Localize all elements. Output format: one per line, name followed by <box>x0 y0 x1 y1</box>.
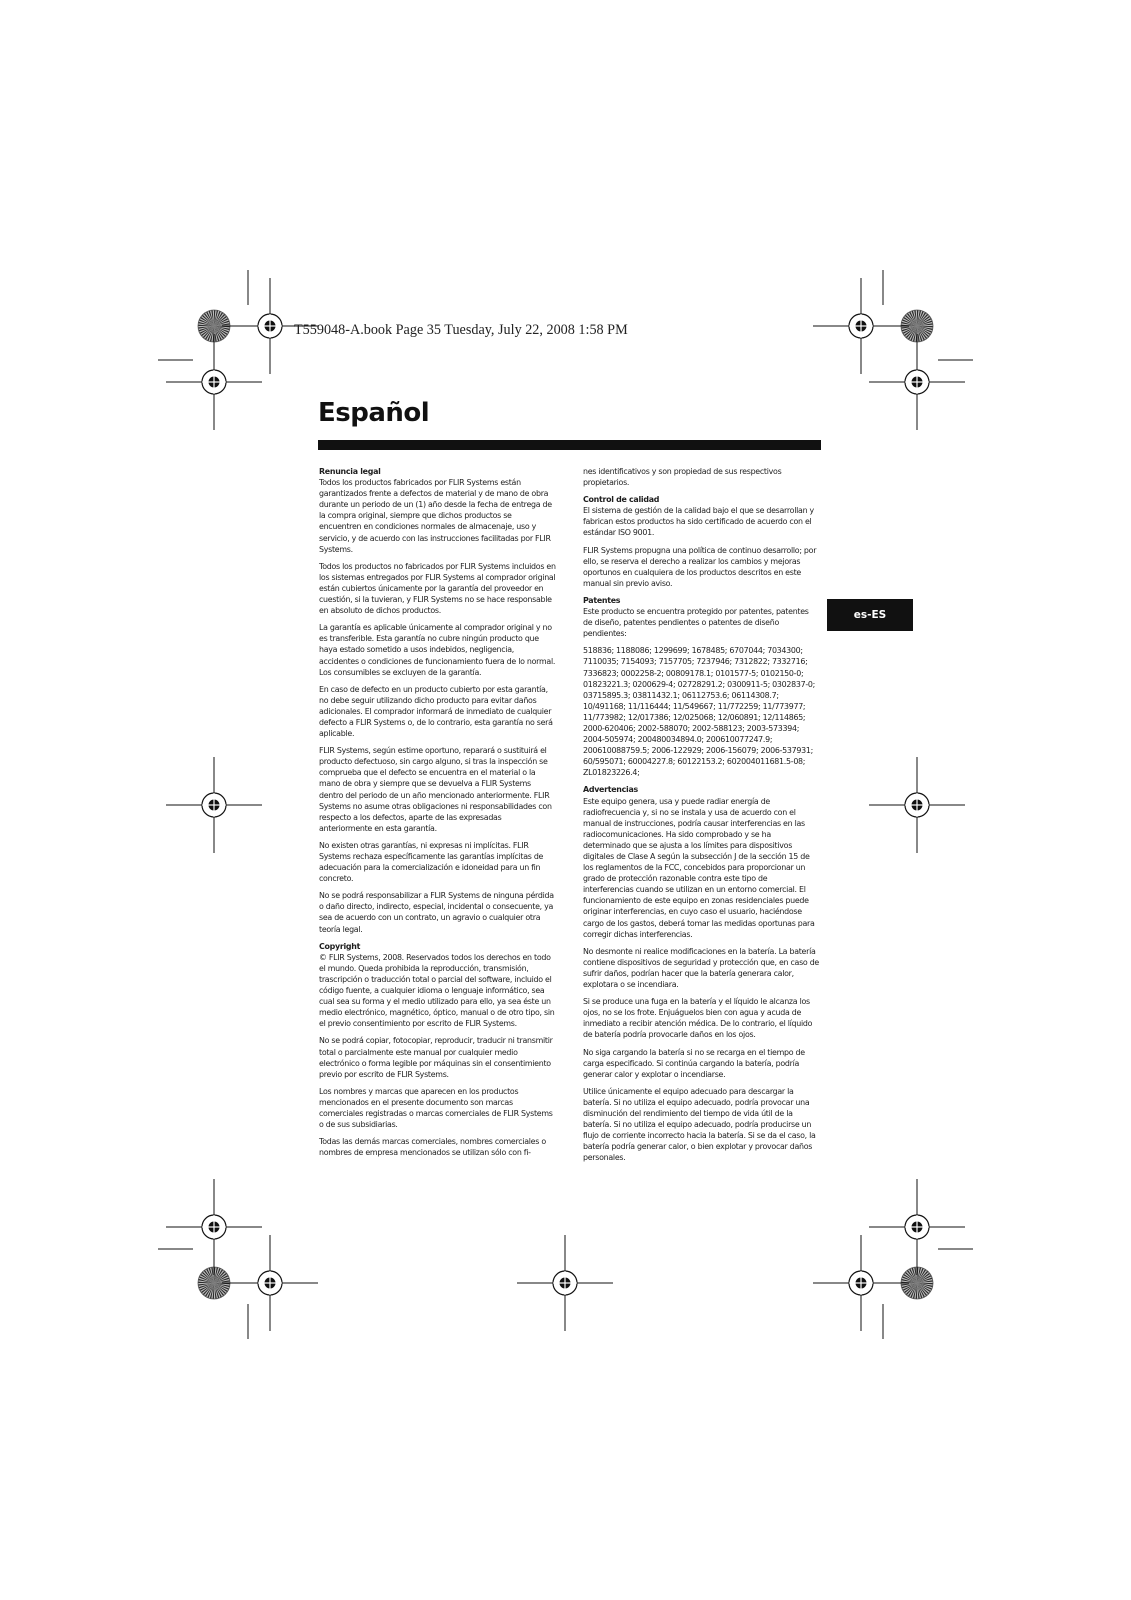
paragraph: Este producto se encuentra protegido por patentes, patentes de diseño, patentes pendientes o patentes de diseño pendientes: <box>583 607 809 639</box>
registration-mark-icon <box>517 1235 613 1331</box>
section-heading-patentes: Patentes <box>583 595 621 605</box>
left-column <box>319 466 556 1164</box>
paragraph: El sistema de gestión de la calidad bajo el que se desarrollan y fabrican estos productos ha sido certificado de acuerdo con el estándar ISO 9001. <box>583 506 814 538</box>
paragraph: Todos los productos fabricados por FLIR Systems están garantizados frente a defectos de material y de mano de obra durante un periodo de un (1) año desde la fecha de entrega de la compra original, siempre que dichos productos se encuentren en condiciones normales de almacenaje, uso y servicio, y de acuerdo con las instrucciones facilitadas por FLIR Systems. <box>319 478 552 554</box>
paragraph: Los nombres y marcas que aparecen en los productos mencionados en el presente documento son marcas comerciales registradas o marcas comerciales de FLIR Systems o de sus subsidiarias. <box>319 1086 553 1130</box>
right-column <box>583 466 820 1169</box>
registration-mark-icon <box>869 334 965 430</box>
crop-marks <box>158 270 973 1339</box>
registration-mark-icon <box>869 757 965 853</box>
paragraph: No existen otras garantías, ni expresas ni implícitas. FLIR Systems rechaza específicamente las garantías implícitas de adecuación para la comercialización e idoneidad para un fin concreto. <box>319 840 544 884</box>
patent-list: 518836; 1188086; 1299699; 1678485; 6707044; 7034300; 7110035; 7154093; 7157705; 7237946; 7312822; 7332716; 7336823; 0002258-2; 00809178.1; 0101577-5; 0102150-0; 01823221.3; 0200629-4; 02728291.2; 0300911-5; 0302837-0; 03715895.3; 03811432.1; 06112753.6; 06114308.7; 10/491168; 11/116444; 11/549667; 11/772259; 11/773977; 11/773982; 12/017386; 12/025068; 12/060891; 12/114865; 2000-620406; 2002-588070; 2002-588123; 2003-573394; 2004-505974; 200480034894.0; 200610077247.9; 200610088759.5; 2006-122929; 2006-156079; 2006-537931; 60/595071; 60004227.8; 60122153.2; 602004011681.5-08; ZL01823226.4; <box>583 646 816 778</box>
paragraph: En caso de defecto en un producto cubierto por esta garantía, no debe seguir utilizando dicho producto para evitar daños adicionales. El comprador informará de inmediato de cualquier defecto a FLIR Systems o, de lo contrario, esta garantía no será aplicable. <box>319 684 553 739</box>
paragraph: No desmonte ni realice modificaciones en la batería. La batería contiene dispositivos de seguridad y protección que, en caso de sufrir daños, podrían hacer que la batería generara calor, explotara o se incendiara. <box>583 946 819 990</box>
registration-mark-icon <box>813 1235 909 1331</box>
paragraph: No se podrá copiar, fotocopiar, reproducir, traducir ni transmitir total o parcialmente este manual por cualquier medio electrónico o forma legible por máquinas sin el consentimiento previo por escrito de FLIR Systems. <box>319 1036 553 1079</box>
section-heading-advertencias: Advertencias <box>583 785 638 795</box>
section-heading-renuncia: Renuncia legal <box>319 467 381 476</box>
section-heading-copyright: Copyright <box>319 941 361 951</box>
paragraph: La garantía es aplicable únicamente al comprador original y no es transferible. Esta garantía no cubre ningún producto que haya estado sometido a usos indebidos, negligencia, accidentes o condiciones de funcionamiento fuera de lo normal. Los consumibles se excluyen de la garantía. <box>319 623 556 677</box>
paragraph: No se podrá responsabilizar a FLIR Systems de ninguna pérdida o daño directo, indirecto, especial, incidental o consecuente, ya sea de acuerdo con un contrato, un agravio o cualquier otra teoría legal. <box>319 891 554 934</box>
section-heading-control-calidad: Control de calidad <box>583 495 660 505</box>
paragraph: Si se produce una fuga en la batería y el líquido le alcanza los ojos, no se los frote. Enjuáguelos bien con agua y acuda de inmediato a recibir atención médica. De lo contrario, el líquido de batería podría provocarle daños en los ojos. <box>583 997 813 1040</box>
paragraph: © FLIR Systems, 2008. Reservados todos los derechos en todo el mundo. Queda prohibida la reproducción, transmisión, trascripción o traducción total o parcial del software, incluido el código fuente, a cualquier idioma o lenguaje informático, sea cual sea su forma y el medio utilizado para ello, ya sea éste un medio electrónico, magnético, óptico, manual o de otro tipo, sin el previo consentimiento por escrito de FLIR Systems. <box>319 952 555 1029</box>
title-rule <box>318 440 821 450</box>
registration-mark-icon <box>869 1179 965 1275</box>
paragraph: Utilice únicamente el equipo adecuado para descargar la batería. Si no utiliza el equipo adecuado, podría provocar una disminución del rendimiento del tiempo de vida útil de la batería. Si no utiliza el equipo adecuado, podría producirse un flujo de corriente incorrecto hacia la batería. Si se da el caso, la batería podría generar calor, o bien explotar y provocar daños personales. <box>583 1086 816 1163</box>
language-tab: es-ES <box>827 599 913 631</box>
registration-mark-icon <box>166 757 262 853</box>
registration-mark-icon <box>166 334 262 430</box>
page-title: Español <box>318 398 430 428</box>
paragraph: Este equipo genera, usa y puede radiar energía de radiofrecuencia y, si no se instala y usa de acuerdo con el manual de instrucciones, podría causar interferencias en las radiocomunicaciones. Ha sido comprobado y se ha determinado que se ajusta a los límites para dispositivos digitales de Clase A según la subsección J de la sección 15 de los reglamentos de la FCC, concebidos para proporcionar un grado de protección razonable contra este tipo de interferencias cuando se utilizan en un entorno comercial. El funcionamiento de este equipo en zonas residenciales puede originar interferencias, en cuyo caso el usuario, haciéndose cargo de los gastos, deberá tomar las medidas oportunas para corregir dichas interferencias. <box>583 796 815 939</box>
registration-mark-icon <box>166 1179 262 1275</box>
paragraph: No siga cargando la batería si no se recarga en el tiempo de carga especificado. Si continúa cargando la batería, podría generar calor y explotar o incendiarse. <box>583 1047 805 1079</box>
registration-mark-icon <box>222 1235 318 1331</box>
paragraph: Todas las demás marcas comerciales, nombres comerciales o nombres de empresa mencionados se utilizan sólo con fi- <box>319 1137 546 1158</box>
registration-mark-icon <box>813 278 909 374</box>
paragraph: nes identificativos y son propiedad de sus respectivos propietarios. <box>583 467 782 488</box>
page-slug: T559048-A.book Page 35 Tuesday, July 22, 2008 1:58 PM <box>294 322 628 338</box>
paragraph: FLIR Systems propugna una política de continuo desarrollo; por ello, se reserva el derecho a realizar los cambios y mejoras oportunos en cualquiera de los productos descritos en este manual sin previo aviso. <box>583 545 817 588</box>
paragraph: FLIR Systems, según estime oportuno, reparará o sustituirá el producto defectuoso, sin cargo alguno, si tras la inspección se comprueba que el defecto se encuentra en el material o la mano de obra y siempre que se devuelva a FLIR Systems dentro del periodo de un año mencionado anteriormente. FLIR Systems no asume otras obligaciones ni responsabilidades con respecto a los defectos, aparte de las expresadas anteriormente en esta garantía. <box>319 746 552 833</box>
paragraph: Todos los productos no fabricados por FLIR Systems incluidos en los sistemas entregados por FLIR Systems al comprador original están cubiertos únicamente por la garantía del proveedor en cuestión, si la tuvieran, y FLIR Systems no se hace responsable en absoluto de dichos productos. <box>319 561 556 616</box>
